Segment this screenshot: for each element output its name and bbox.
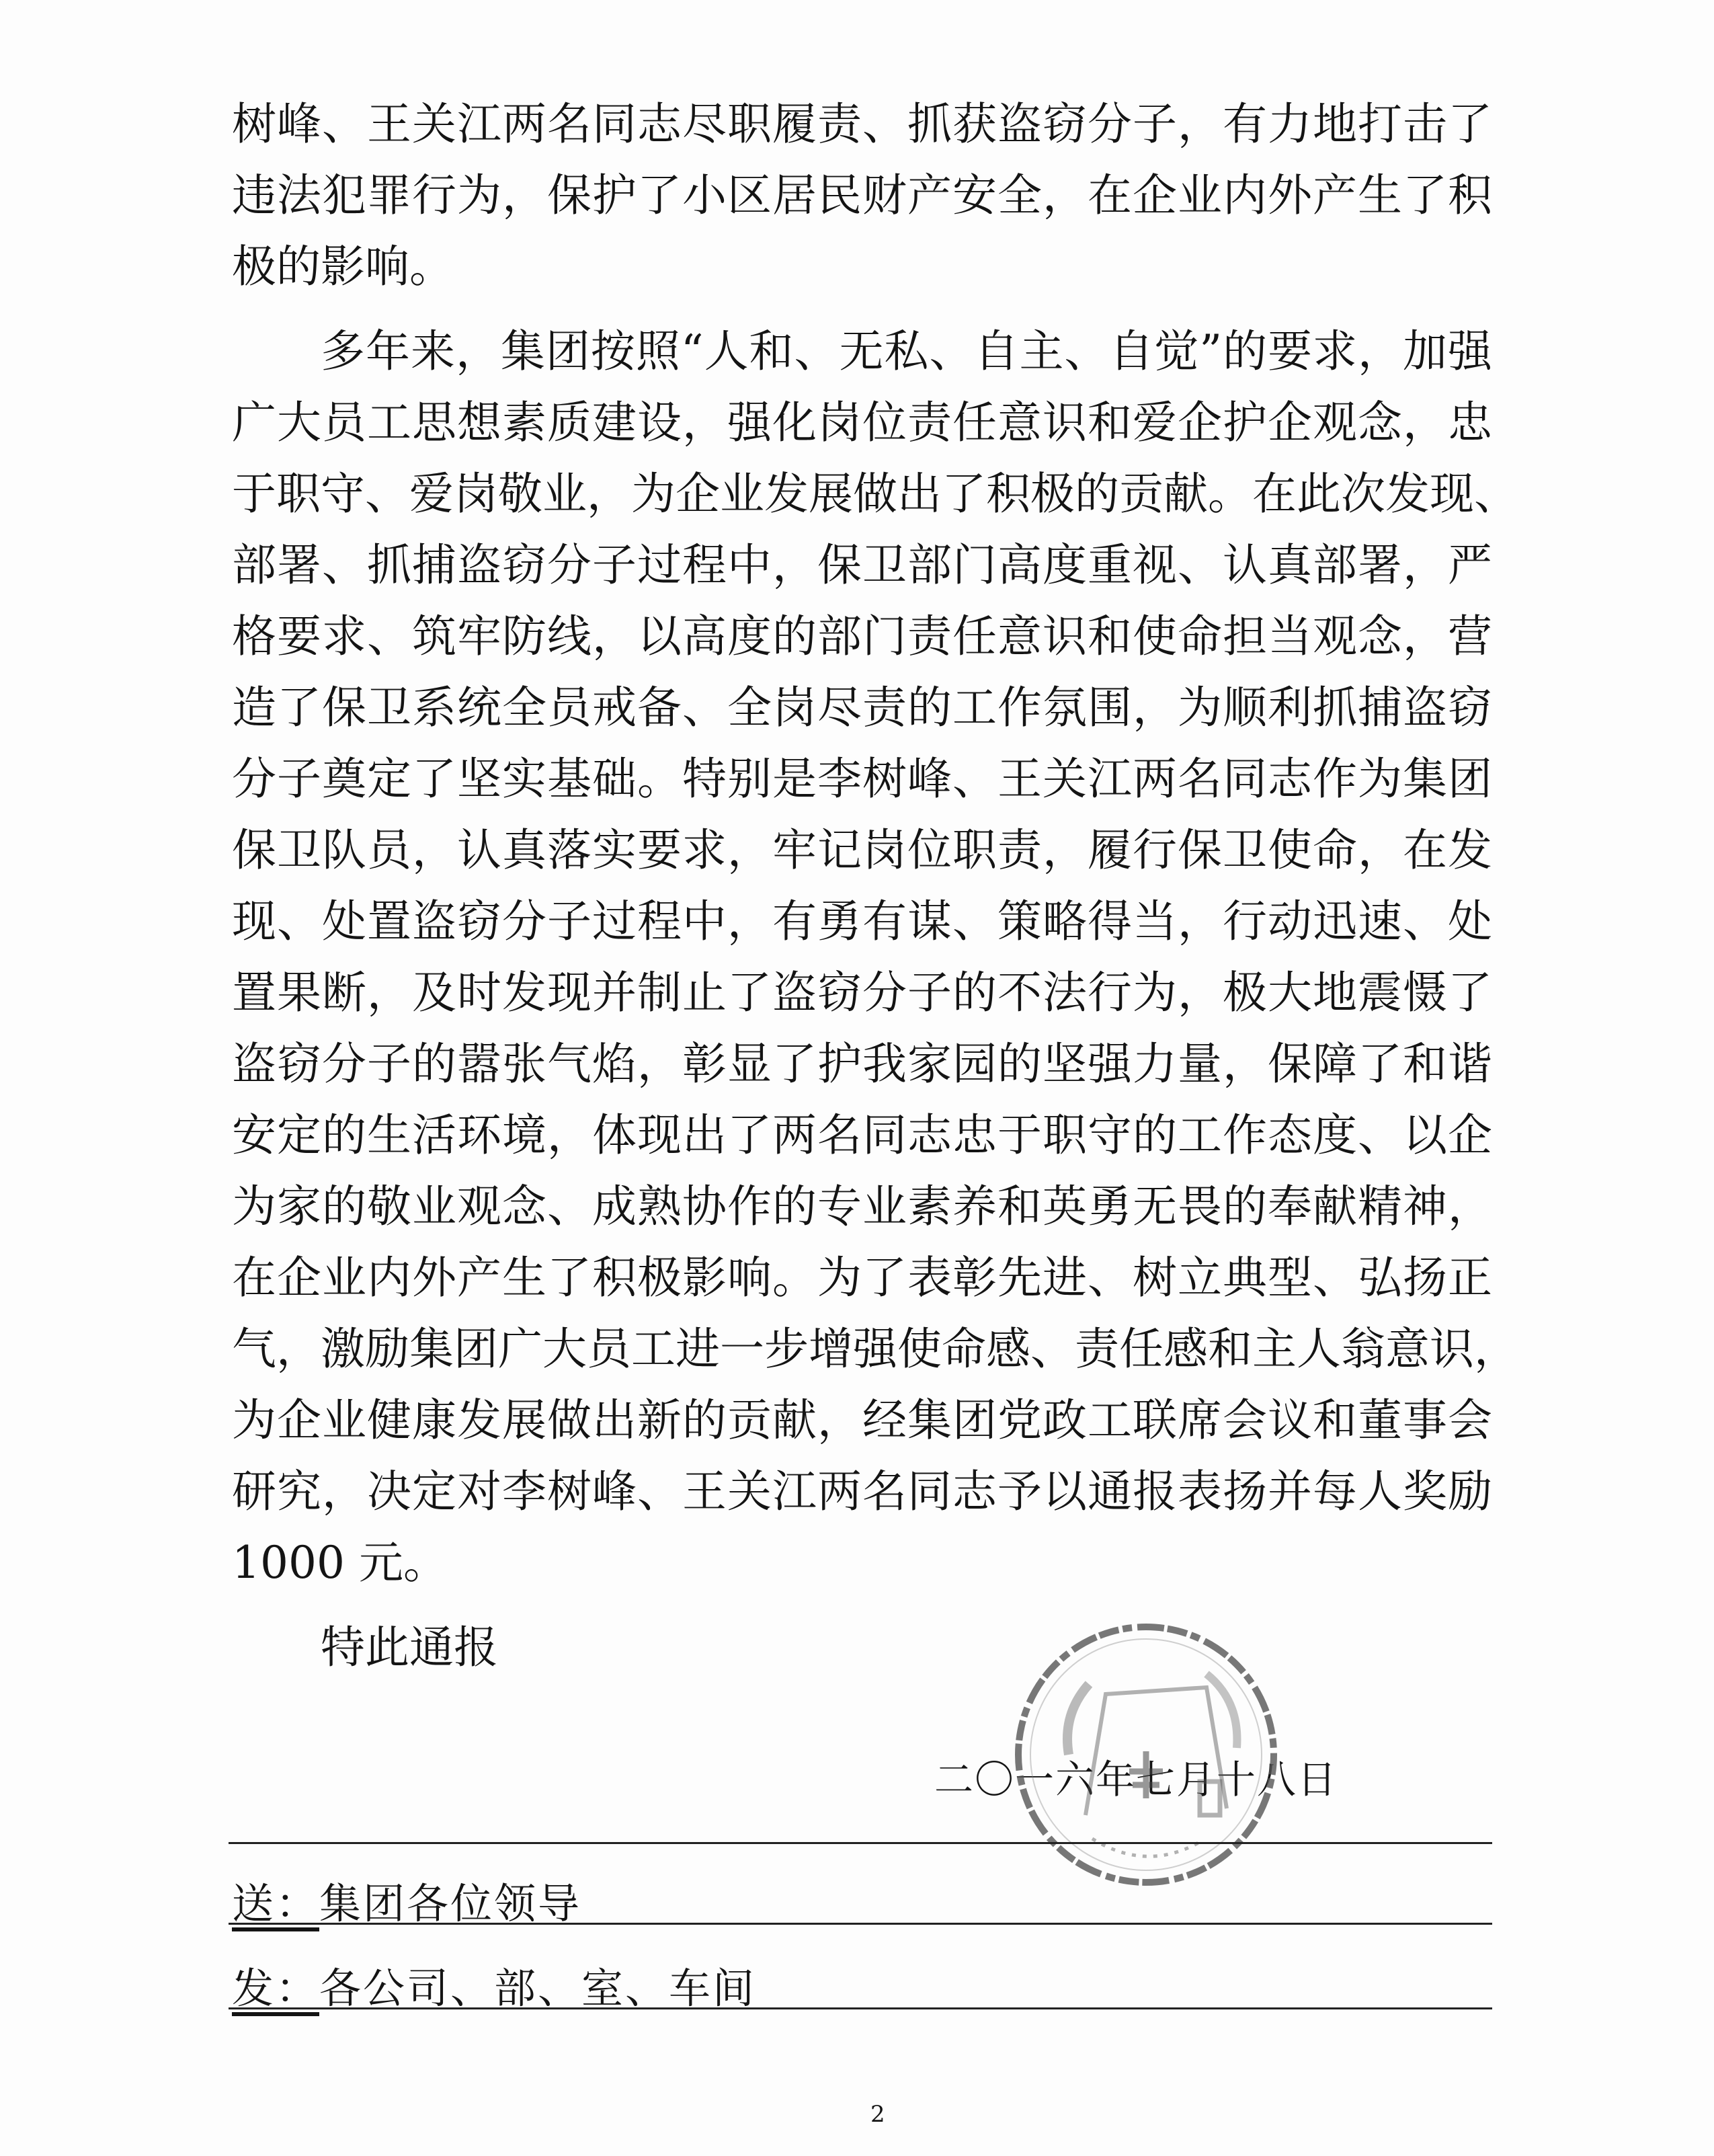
body-line: 格要求、筑牢防线，以高度的部门责任意识和使命担当观念，营	[232, 610, 1492, 662]
body-line: 气，激励集团广大员工进一步增强使命感、责任感和主人翁意识，	[232, 1323, 1518, 1375]
body-line: 为企业健康发展做出新的贡献，经集团党政工联席会议和董事会	[232, 1394, 1492, 1446]
divider-line-top	[229, 1842, 1492, 1844]
closing-phrase: 特此通报	[321, 1622, 498, 1673]
divider-line-middle	[229, 1923, 1492, 1925]
send-label: 送：	[232, 1879, 320, 1928]
official-seal-stamp	[1005, 1613, 1287, 1896]
body-line: 研究，决定对李树峰、王关江两名同志予以通报表扬并每人奖励	[232, 1466, 1492, 1517]
body-line: 为家的敬业观念、成熟协作的专业素养和英勇无畏的奉献精神，	[232, 1181, 1492, 1232]
body-line: 盗窃分子的嚣张气焰，彰显了护我家园的坚强力量，保障了和谐	[232, 1038, 1492, 1090]
distribution-send-row	[232, 1870, 581, 1930]
body-line: 违法犯罪行为，保护了小区居民财产安全，在企业内外产生了积	[232, 169, 1492, 221]
body-line: 安定的生活环境，体现出了两名同志忠于职守的工作态度、以企	[232, 1109, 1492, 1161]
body-line: 现、处置盗窃分子过程中，有勇有谋、策略得当，行动迅速、处	[232, 895, 1492, 947]
divider-line-bottom	[229, 2007, 1492, 2009]
body-line: 分子奠定了坚实基础。特别是李树峰、王关江两名同志作为集团	[232, 753, 1492, 805]
body-line: 造了保卫系统全员戒备、全岗尽责的工作氛围，为顺利抓捕盗窃	[232, 682, 1492, 733]
body-line: 1000 元。	[232, 1537, 448, 1589]
body-line: 置果断，及时发现并制止了盗窃分子的不法行为，极大地震慑了	[232, 967, 1492, 1019]
distribution-copy-row	[232, 1955, 756, 2015]
send-recipients: 集团各位领导	[319, 1879, 582, 1928]
page-number: 2	[870, 2101, 885, 2128]
body-line-indented: 多年来，集团按照“人和、无私、自主、自觉”的要求，加强	[321, 325, 1492, 377]
body-line: 部署、抓捕盗窃分子过程中，保卫部门高度重视、认真部署，严	[232, 539, 1492, 591]
body-line: 极的影响。	[232, 241, 454, 292]
copy-label: 发：	[232, 1964, 320, 2013]
body-line: 保卫队员，认真落实要求，牢记岗位职责，履行保卫使命，在发	[232, 824, 1492, 876]
body-line: 于职守、爱岗敬业，为企业发展做出了积极的贡献。在此次发现、	[232, 468, 1518, 520]
body-line: 在企业内外产生了积极影响。为了表彰先进、树立典型、弘扬正	[232, 1252, 1492, 1304]
copy-recipients: 各公司、部、室、车间	[319, 1964, 757, 2013]
body-line: 广大员工思想素质建设，强化岗位责任意识和爱企护企观念，忠	[232, 397, 1492, 448]
signature-date: 二〇一六年七月十八日	[934, 1757, 1338, 1802]
body-line: 树峰、王关江两名同志尽职履责、抓获盗窃分子，有力地打击了	[232, 98, 1492, 150]
